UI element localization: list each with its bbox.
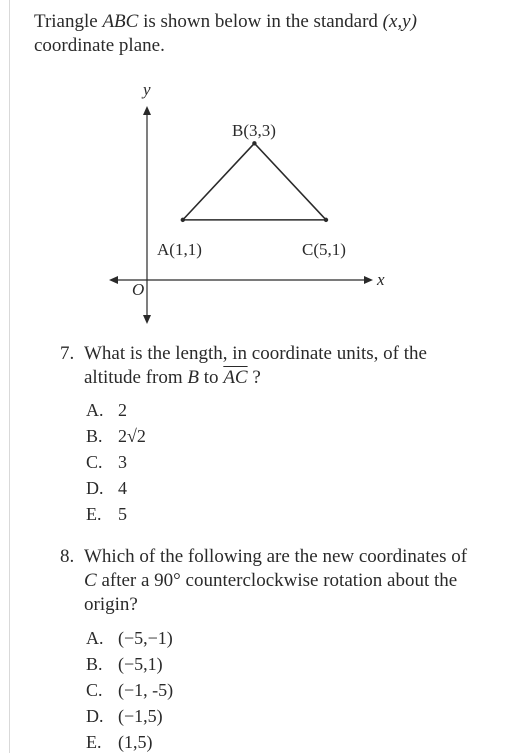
q8-choice-c[interactable]: C. (−1, -5): [86, 680, 174, 700]
q7-choice-a[interactable]: A. 2: [86, 400, 127, 420]
q8-choice-d[interactable]: D. (−1,5): [86, 706, 163, 726]
q8-choice-b[interactable]: B. (−5,1): [86, 654, 163, 674]
coordinate-notation: (x,y): [382, 11, 417, 32]
question-7-text: What is the length, in coordinate units, of the altitude from B to $\overline{AC}$ ?: [84, 343, 427, 388]
segment-ac: $\overline{AC}$: [223, 367, 248, 388]
question-7-number: 7.: [60, 343, 75, 364]
q8-choice-e[interactable]: E. (1,5): [86, 732, 153, 752]
point-a-label: A(1,1): [157, 240, 202, 259]
q8-choice-a[interactable]: A. (−5,−1): [86, 628, 173, 648]
y-axis-arrow-down: [143, 315, 151, 324]
x-axis-label: x: [377, 270, 385, 289]
question-8: [60, 545, 480, 617]
q7-choice-e[interactable]: E. 5: [86, 504, 127, 524]
vertex-c: [324, 218, 328, 222]
question-7-choices: [86, 397, 146, 527]
question-8-text: Which of the following are the new coordinates of C after a 90° counterclockwise rotation about the origin?: [84, 546, 468, 615]
question-7: [60, 342, 480, 390]
point-c-label: C(5,1): [302, 240, 346, 259]
triangle-abc: [183, 143, 326, 220]
vertex-a: [181, 218, 185, 222]
coordinate-plane: [105, 80, 405, 330]
question-8-choices: [86, 625, 173, 755]
y-axis-label: y: [143, 80, 151, 99]
intro-text: Triangle ABC is shown below in the standard (x,y) coordinate plane.: [34, 11, 417, 56]
coordinate-plane-figure: [105, 80, 405, 330]
point-b-label: B(3,3): [232, 121, 276, 140]
page-margin-rule: [9, 0, 10, 753]
vertex-b: [252, 141, 256, 145]
triangle-name: ABC: [102, 11, 139, 32]
q7-choice-b[interactable]: B. 2√2: [86, 426, 146, 446]
x-axis-arrow-left: [109, 276, 118, 284]
y-axis-arrow-up: [143, 106, 151, 115]
question-8-number: 8.: [60, 546, 75, 567]
q7-choice-d[interactable]: D. 4: [86, 478, 127, 498]
x-axis-arrow-right: [364, 276, 373, 284]
origin-label: O: [132, 280, 145, 299]
q7-choice-c[interactable]: C. 3: [86, 452, 127, 472]
